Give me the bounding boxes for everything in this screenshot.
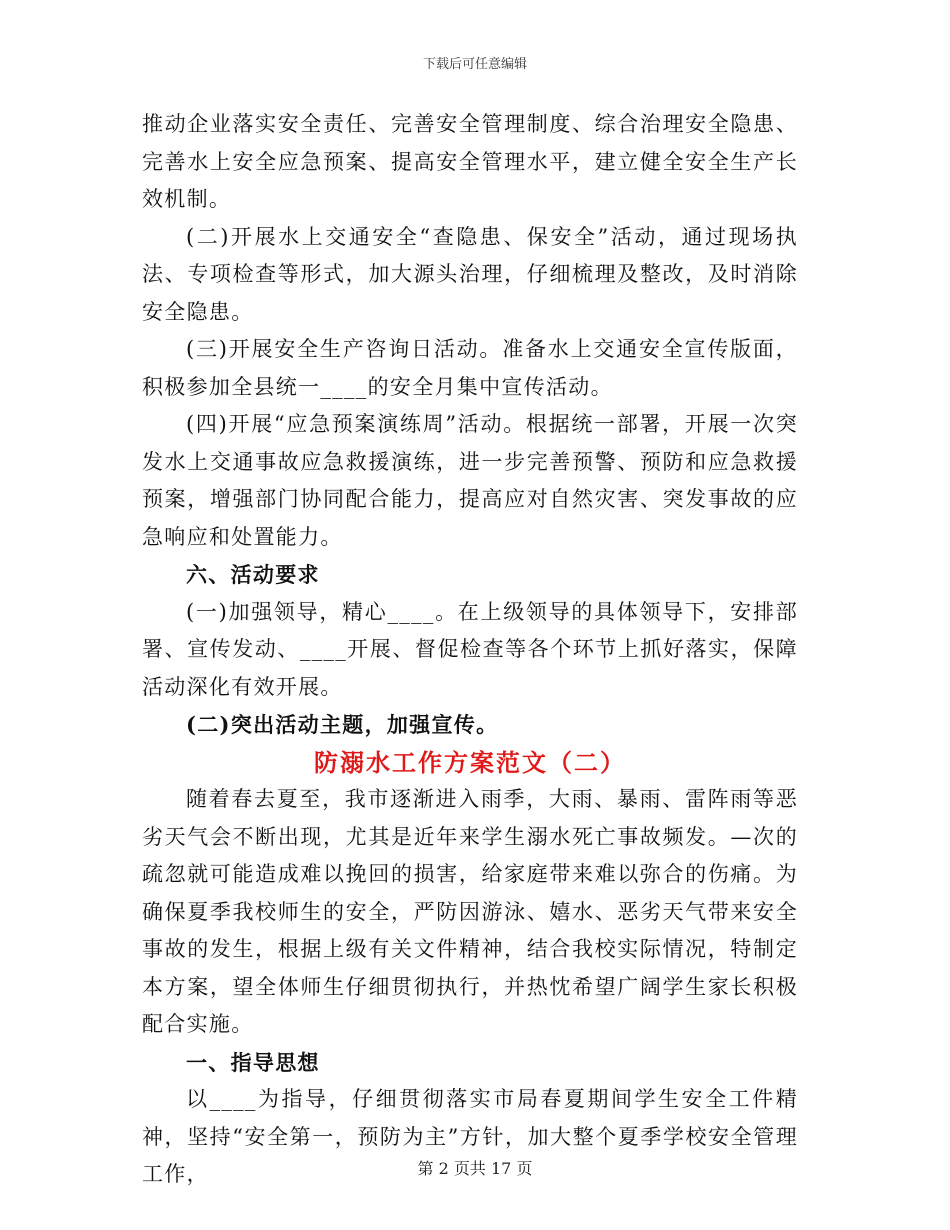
heading-guiding-ideology: 一、指导思想	[186, 1049, 320, 1075]
document-body	[142, 106, 798, 1194]
paragraph-item-3: (三)开展安全生产咨询日活动。准备水上交通安全宣传版面，积极参加全县统一____的安全月集中宣传活动。	[142, 337, 798, 399]
page-footer: 第 2 页共 17 页	[417, 1159, 533, 1178]
paragraph-continuation: 推动企业落实安全责任、完善安全管理制度、综合治理安全隐患、完善水上安全应急预案、提高安全管理水平，建立健全安全生产长效机制。	[142, 112, 798, 211]
heading-activity-requirements: 六、活动要求	[186, 562, 320, 587]
paragraph-item-4: (四)开展“应急预案演练周”活动。根据统一部署，开展一次突发水上交通事故应急救援演练，进一步完善预警、预防和应急救援预案，增强部门协同配合能力，提高应对自然灾害、突发事故的应急响应和处置能力。	[142, 412, 798, 549]
paragraph-intro: 随着春去夏至，我市逐渐进入雨季，大雨、暴雨、雷阵雨等恶劣天气会不断出现，尤其是近年来学生溺水死亡事故频发。—次的疏忽就可能造成难以挽回的损害，给家庭带来难以弥合的伤痛。为确保夏季我校师生的安全，严防因游泳、嬉水、恶劣天气带来安全事故的发生，根据上级有关文件精神，结合我校实际情况，特制定本方案，望全体师生仔细贯彻执行，并热忱希望广阔学生家长积极配合实施。	[142, 787, 798, 1036]
paragraph-requirement-1: (一)加强领导，精心____。在上级领导的具体领导下，安排部署、宣传发动、____开展、督促检查等各个环节上抓好落实，保障活动深化有效开展。	[142, 599, 798, 699]
paragraph-item-2: (二)开展水上交通安全“查隐患、保安全”活动，通过现场执法、专项检查等形式，加大源头治理，仔细梳理及整改，及时消除安全隐患。	[142, 224, 798, 324]
page-header: 下载后可任意编辑	[422, 57, 527, 72]
section-title: 防溺水工作方案范文（二）	[314, 747, 626, 777]
paragraph-requirement-2: (二)突出活动主题，加强宣传。	[186, 712, 499, 737]
paragraph-guiding-ideology: 以____为指导，仔细贯彻落实市局春夏期间学生安全工件精神，坚持“安全第一，预防为主”方针，加大整个夏季学校安全管理工作，	[142, 1087, 798, 1186]
